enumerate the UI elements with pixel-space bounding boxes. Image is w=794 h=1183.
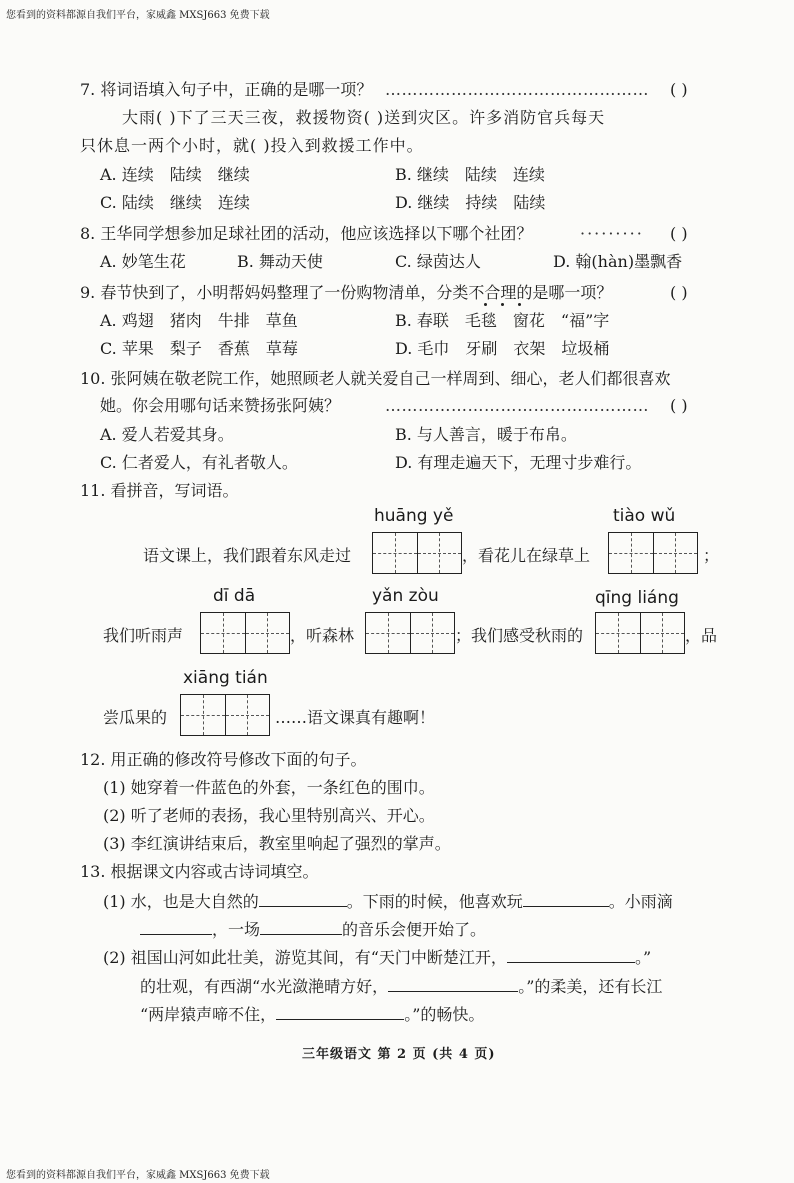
- q7-stem: 7. 将词语填入句子中，正确的是哪一项？: [80, 80, 373, 99]
- writing-grid-xiangtian[interactable]: [180, 694, 270, 736]
- q13-p1-text-d: ，一场: [212, 920, 261, 939]
- writing-grid-qingliang[interactable]: [595, 612, 685, 654]
- q11-line2-d: ，品: [685, 626, 718, 645]
- pinyin-xiangtian: xiāng tián: [183, 668, 268, 688]
- writing-grid-dida[interactable]: [200, 612, 290, 654]
- q7-option-a: A. 连续 陆续 继续: [100, 165, 250, 184]
- answer-paren: ( ): [670, 224, 688, 243]
- q11-line2-c: ；我们感受秋雨的: [455, 626, 584, 645]
- q13-p1-text-a: (1) 水，也是大自然的: [103, 892, 259, 911]
- q7-passage-line1: 大雨( )下了三天三夜，救援物资( )送到灾区。许多消防官兵每天: [122, 108, 606, 127]
- pinyin-huangye: huāng yě: [374, 506, 454, 526]
- pinyin-tiaowu: tiào wǔ: [613, 506, 676, 526]
- q11-line3-a: 尝瓜果的: [103, 708, 168, 727]
- dot-leader: …………………………………………: [385, 80, 649, 99]
- watermark-bottom: 您看到的资料都源自我们平台，家威鑫 MXSJ663 免费下载: [6, 1170, 270, 1181]
- fill-blank[interactable]: [388, 975, 518, 992]
- answer-paren: ( ): [670, 283, 688, 302]
- fill-blank[interactable]: [260, 918, 342, 935]
- q13-p2-text-a: (2) 祖国山河如此壮美，游览其间，有“天门中断楚江开，: [103, 948, 507, 967]
- q11-line1-b: ，看花儿在绿草上: [462, 546, 591, 565]
- q8-option-c: C. 绿茵达人: [395, 252, 481, 271]
- q11-line1-c: ；: [703, 546, 720, 565]
- q9-option-c: C. 苹果 梨子 香蕉 草莓: [100, 339, 298, 358]
- fill-blank[interactable]: [507, 946, 635, 963]
- q7-option-b: B. 继续 陆续 连续: [395, 165, 545, 184]
- fill-blank[interactable]: [140, 918, 212, 935]
- q11-line3-b: ……语文课真有趣啊！: [275, 708, 436, 727]
- q7-passage-line2: 只休息一两个小时，就( )投入到救援工作中。: [80, 136, 424, 155]
- answer-paren: ( ): [670, 396, 688, 415]
- writing-grid-huangye[interactable]: [372, 532, 462, 574]
- q7-option-d: D. 继续 持续 陆续: [395, 193, 546, 212]
- q13-p1-text-b: 。下雨的时候，他喜欢玩: [346, 892, 523, 911]
- q13-p2-text-b: 。”: [634, 948, 652, 967]
- writing-grid-yanzou[interactable]: [365, 612, 455, 654]
- page-footer: 三年级语文 第 2 页 (共 4 页): [302, 1047, 496, 1062]
- q13-p2-text-e: “两岸猿声啼不住，: [140, 1005, 277, 1024]
- q13-stem: 13. 根据课文内容或古诗词填空。: [80, 862, 319, 881]
- q13-p2-text-f: 。”的畅快。: [404, 1005, 485, 1024]
- q10-option-b: B. 与人善言，暖于布帛。: [395, 425, 577, 444]
- q11-line2-b: ，听森林: [290, 626, 355, 645]
- q8-stem: 8. 王华同学想参加足球社团的活动，他应该选择以下哪个社团？: [80, 224, 533, 243]
- pinyin-dida: dī dā: [213, 586, 256, 606]
- dot-leader-short: ·········: [580, 224, 644, 243]
- writing-grid-tiaowu[interactable]: [608, 532, 698, 574]
- q13-part1-line2: [140, 918, 486, 940]
- pinyin-qingliang: qīng liáng: [595, 588, 679, 608]
- q8-option-b: B. 舞动天使: [237, 252, 323, 271]
- q13-part2-line3: [140, 1003, 484, 1025]
- q13-p2-text-d: 。”的柔美，还有长江: [518, 977, 663, 996]
- q10-stem-line2: 她。你会用哪句话来赞扬张阿姨？: [100, 396, 341, 415]
- q9-option-b: B. 春联 毛毯 窗花 “福”字: [395, 311, 610, 330]
- q13-p1-text-c: 。小雨滴: [608, 892, 673, 911]
- fill-blank[interactable]: [259, 890, 347, 907]
- dot-leader: …………………………………………: [385, 396, 649, 415]
- q13-p1-text-e: 的音乐会便开始了。: [342, 920, 487, 939]
- q11-line1-a: 语文课上，我们跟着东风走过: [143, 546, 352, 565]
- q8-option-a: A. 妙笔生花: [100, 252, 186, 271]
- watermark-top: 您看到的资料都源自我们平台，家威鑫 MXSJ663 免费下载: [6, 10, 270, 21]
- q13-part2-line1: [103, 946, 651, 968]
- q8-option-d: D. 翰(hàn)墨飘香: [553, 252, 683, 271]
- q10-option-a: A. 爱人若爱其身。: [100, 425, 234, 444]
- emphasis-dot: [518, 303, 521, 306]
- fill-blank[interactable]: [276, 1003, 404, 1020]
- q7-option-c: C. 陆续 继续 连续: [100, 193, 250, 212]
- q10-stem-line1: 10. 张阿姨在敬老院工作，她照顾老人就关爱自己一样周到、细心，老人们都很喜欢: [80, 369, 671, 388]
- q12-sentence-1: (1) 她穿着一件蓝色的外套，一条红色的围巾。: [103, 778, 435, 797]
- q9-stem: 9. 春节快到了，小明帮妈妈整理了一份购物清单，分类不合理的是哪一项？: [80, 283, 613, 302]
- q11-line2-a: 我们听雨声: [103, 626, 184, 645]
- emphasis-dot: [484, 303, 487, 306]
- q10-option-c: C. 仁者爱人，有礼者敬人。: [100, 453, 298, 472]
- q12-sentence-3: (3) 李红演讲结束后，教室里响起了强烈的掌声。: [103, 834, 451, 853]
- fill-blank[interactable]: [523, 890, 609, 907]
- q10-option-d: D. 有理走遍天下，无理寸步难行。: [395, 453, 642, 472]
- q12-sentence-2: (2) 听了老师的表扬，我心里特别高兴、开心。: [103, 806, 435, 825]
- q9-option-d: D. 毛巾 牙刷 衣架 垃圾桶: [395, 339, 610, 358]
- answer-paren: ( ): [670, 80, 688, 99]
- q12-stem: 12. 用正确的修改符号修改下面的句子。: [80, 750, 367, 769]
- emphasis-dot: [501, 303, 504, 306]
- pinyin-yanzou: yǎn zòu: [372, 586, 439, 606]
- q13-part2-line2: [140, 975, 662, 997]
- q11-stem: 11. 看拼音，写词语。: [80, 481, 239, 500]
- q13-part1-line1: [103, 890, 673, 912]
- q9-option-a: A. 鸡翅 猪肉 牛排 草鱼: [100, 311, 298, 330]
- q13-p2-text-c: 的壮观，有西湖“水光潋滟晴方好，: [140, 977, 389, 996]
